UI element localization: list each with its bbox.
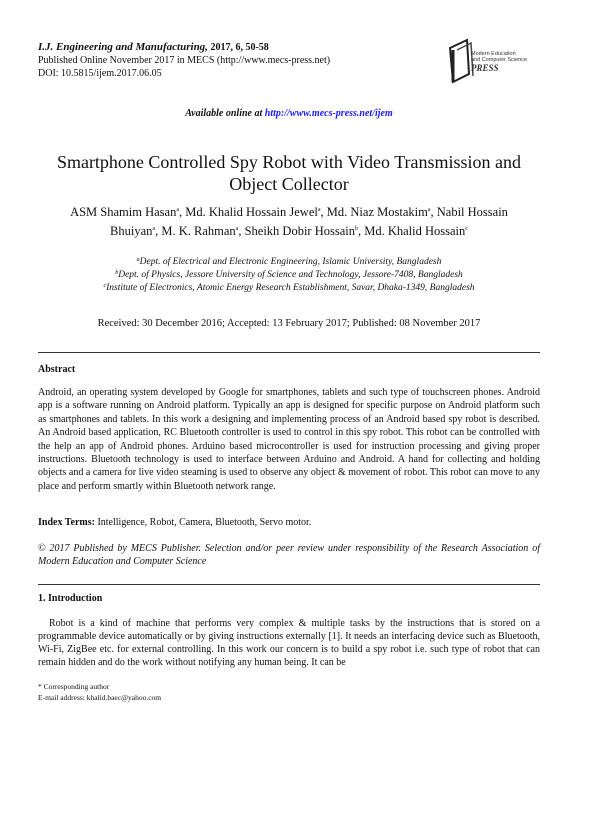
journal-issue: 2017, 6, 50-58 [207,42,269,53]
aff-mark: c [465,226,468,232]
divider [38,584,540,585]
affiliation: Dept. of Physics, Jessore University of Science and Technology, Jessore-7408, Bangladesh [118,269,463,280]
sep: , [357,224,365,238]
footnote [38,681,161,703]
index-terms-text: Intelligence, Robot, Camera, Bluetooth, Servo motor. [94,517,312,528]
aff-mark: b [115,269,119,276]
introduction-text: Robot is a kind of machine that performs very complex & multiple tasks by the instructions that is stored on a programmable device automatically or by giving instructions externally [1]. It needs an interfacing device such as Bluetooth, Wi-Fi, ZigBee etc. for external controlling. In this work our concern is to build a spy robot i.e. such type of robot that can remain hidden and do the work without notifying any human being. It can be [38,618,540,668]
sep: , [238,224,245,238]
divider [38,352,540,353]
logo-line-1: Modern Education [471,51,516,57]
author: Md. Niaz Mostakim [326,205,428,219]
abstract-text: Android, an operating system developed by Google for smartphones, tablets and such type of touchscreen phones. Android app is a software running on Android platform. Typically an app is designed for specific purpose on Android platform such as smartphones and tablets. In this work a designing and implementing process of an Android based spy robot is described. An Android based application, RC Bluetooth controller is used to control in this spy robot. This robot can be controlled with the help an app of Android phones. Arduino based microcontroller is used for instruction processing and giving proper instructions. Bluetooth technology is used to interface between Arduino and Android. A hand for collecting and holding objects and a camera for live video steaming is used to observe any object & movement of robot. This robot can move to any place and perform smartly within Bluetooth network range. [38,387,540,492]
corresponding-author: * Corresponding author [38,682,110,691]
affiliations [38,256,540,294]
dates-line: Received: 30 December 2016; Accepted: 13 February 2017; Published: 08 November 2017 [97,318,481,329]
aff-mark: a [152,226,156,232]
aff-mark: a [176,207,179,213]
sep: , [320,205,327,219]
title-line-1: Smartphone Controlled Spy Robot with Video Transmission and [56,152,522,172]
sep: , [178,205,186,219]
logo-line-2: and Computer Science [471,57,527,63]
email-address: E-mail address: khalid.baec@yahoo.com [38,693,162,702]
publisher-logo [447,38,539,86]
aff-mark: a [317,207,321,213]
sep: , Nabil Hossain [430,205,508,219]
aff-mark: a [136,257,140,263]
copyright-notice: © 2017 Published by MECS Publisher. Selection and/or peer review under responsibility of the Research Association of Modern Education and Computer Science [38,543,540,568]
author-list [38,203,540,241]
aff-mark: c [103,282,107,289]
doi-line: DOI: 10.5815/ijem.2017.06.05 [38,68,162,79]
paper-title [38,151,540,195]
author: M. K. Rahman [161,224,236,238]
aff-mark: a [235,226,239,232]
logo-line-3: PRESS [471,63,499,73]
author: ASM Shamim Hasan [70,205,177,219]
title-line-2: Object Collector [229,174,349,194]
journal-link[interactable]: http://www.mecs-press.net/ijem [264,108,393,119]
aff-mark: b [354,226,358,232]
abstract-heading: Abstract [38,364,76,375]
introduction-heading: 1. Introduction [38,593,103,604]
author: Md. Khalid Hossain [364,224,466,238]
journal-name: I.J. Engineering and Manufacturing, [38,41,208,53]
sep: , [155,224,162,238]
affiliation: Institute of Electronics, Atomic Energy Research Establishment, Savar, Dhaka-1349, Bangladesh [106,282,475,293]
affiliation: Dept. of Electrical and Electronic Engineering, Islamic University, Bangladesh [139,257,442,267]
index-terms-label: Index Terms: [38,517,95,528]
author: Bhuiyan [110,224,153,238]
available-online [38,108,540,119]
journal-header [38,41,330,80]
published-line: Published Online November 2017 in MECS (http://www.mecs-press.net) [38,55,331,66]
aff-mark: a [427,207,431,213]
author: Sheikh Dobir Hossain [244,224,355,238]
index-terms [38,516,540,529]
author: Md. Khalid Hossain Jewel [185,205,318,219]
available-label: Available online at [185,108,265,119]
